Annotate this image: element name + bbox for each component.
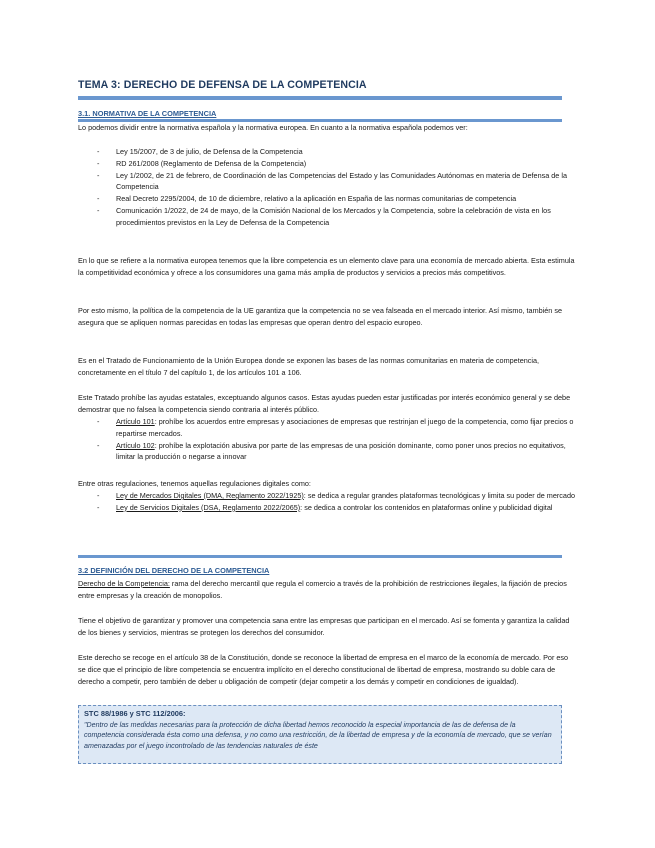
list-item: - Comunicación 1/2022, de 24 de mayo, de la Comisión Nacional de los Mercados y la Competencia, sobre la celebración de vista en los procedimientos previstos en la Ley de Defensa de la Competencia: [97, 205, 551, 227]
article-102-label: Artículo 102: [116, 440, 155, 450]
section-heading-definicion: 3.2 DEFINICIÓN DEL DERECHO DE LA COMPETENCIA: [78, 566, 270, 575]
list-item: - Real Decreto 2295/2004, de 10 de diciembre, relativo a la aplicación en España de las normas comunitarias de competencia: [97, 194, 517, 204]
digital-regulations-list: [78, 490, 576, 514]
list-item: - Ley de Servicios Digitales (DSA, Reglamento 2022/2065): se dedica a controlar los contenidos en plataformas online y publicidad digital: [97, 502, 553, 512]
article-101-label: Artículo 101: [116, 417, 155, 426]
section-heading-normativa: 3.1. NORMATIVA DE LA COMPETENCIA: [78, 109, 217, 118]
list-item: - Ley 1/2002, de 21 de febrero, de Coordinación de las Competencias del Estado y las Comunidades Autónomas en materia de Defensa de la Competencia: [97, 170, 567, 192]
list-item: - RD 261/2008 (Reglamento de Defensa de la Competencia): [97, 158, 307, 168]
paragraph-constitution: Este derecho se recoge en el artículo 38 de la Constitución, donde se reconoce la libertad de empresa en el marco de la economía de mercado. Por eso se dice que el principio de libre competencia se encuentra implícito en el derecho constitucional de libertad de empresa, mostrando su doble cara de derecho a competir, pero también de deber u obligación de competir (dejar competir a los demás y competir en condiciones de igualdad).: [78, 653, 569, 686]
list-item: - Artículo 102: prohíbe la explotación abusiva por parte de las empresas de una posición dominante, como poner unos precios no equitativos, limitar la producción o negarse a innovar: [97, 440, 566, 462]
paragraph-digital: Entre otras regulaciones, tenemos aquellas regulaciones digitales como:: [78, 479, 311, 488]
definition-paragraph: Derecho de la Competencia: rama del derecho mercantil que regula el comercio a través de la prohibición de restricciones ilegales, la fijación de precios entre empresas y la creación de monopolios.: [78, 579, 567, 600]
intro-paragraph: Lo podemos dividir entre la normativa española y la normativa europea. En cuanto a la normativa española podemos ver:: [78, 123, 468, 132]
articles-list: [78, 416, 576, 463]
list-item: - Artículo 101: prohíbe los acuerdos entre empresas y asociaciones de empresas que restrinjan el juego de la competencia, como fijar precios o repartirse mercados.: [97, 417, 574, 438]
paragraph-goal: Tiene el objetivo de garantizar y promover una competencia sana entre las empresas que participan en el mercado. Así se fomenta y garantiza la calidad de los bienes y servicios, mientras se protegen los derechos del consumidor.: [78, 616, 570, 637]
list-item: - Ley 15/2007, de 3 de julio, de Defensa de la Competencia: [97, 147, 303, 156]
paragraph-aids: Este Tratado prohíbe las ayudas estatales, exceptuando algunos casos. Estas ayudas pueden estar justificadas por interés económico general y se debe demostrar que no falsea la competencia siendo contraria al interés público.: [78, 393, 571, 414]
page-title: TEMA 3: DERECHO DE DEFENSA DE LA COMPETENCIA: [78, 79, 367, 91]
callout-heading: STC 88/1986 y STC 112/2006:: [84, 709, 186, 718]
section-divider: [78, 555, 562, 558]
dsa-label: Ley de Servicios Digitales (DSA, Reglamento 2022/2065): [116, 502, 301, 512]
definition-term: Derecho de la Competencia:: [78, 579, 170, 588]
list-item: - Ley de Mercados Digitales (DMA, Reglamento 2022/1925): se dedica a regular grandes plataformas tecnológicas y limita su poder de mercado: [97, 491, 576, 500]
title-divider: [78, 96, 562, 100]
dma-label: Ley de Mercados Digitales (DMA, Reglamento 2022/1925): [116, 491, 304, 500]
spanish-laws-list: [78, 146, 576, 229]
callout-quote: "Dentro de las medidas necesarias para la protección de dicha libertad hemos reconocido la especial importancia de las de defensa de la competencia considerada ésta como una defensa, y no como una restricción, de la libertad de empresa y de la economía de mercado, que se verían amenazadas por el juego incontrolado de las tendencias naturales de éste: [84, 720, 552, 750]
paragraph-treaty: Es en el Tratado de Funcionamiento de la Unión Europea donde se exponen las bases de las normas comunitarias en materia de competencia, concretamente en el título 7 del capítulo 1, de los artículos 101 a 106.: [78, 356, 540, 377]
paragraph-europe: En lo que se refiere a la normativa europea tenemos que la libre competencia es un elemento clave para una economía de mercado abierta. Esta estimula la competitividad económica y ofrece a los consumidores una gama más amplia de productos y servicios a precios más competitivos.: [78, 256, 575, 277]
jurisprudence-callout: [78, 705, 562, 764]
paragraph-policy: Por esto mismo, la política de la competencia de la UE garantiza que la competencia no se vea falseada en el mercado interior. Así mismo, también se asegura que se apliquen normas parecidas en todas las empresas que operan dentro del espacio europeo.: [78, 306, 562, 327]
